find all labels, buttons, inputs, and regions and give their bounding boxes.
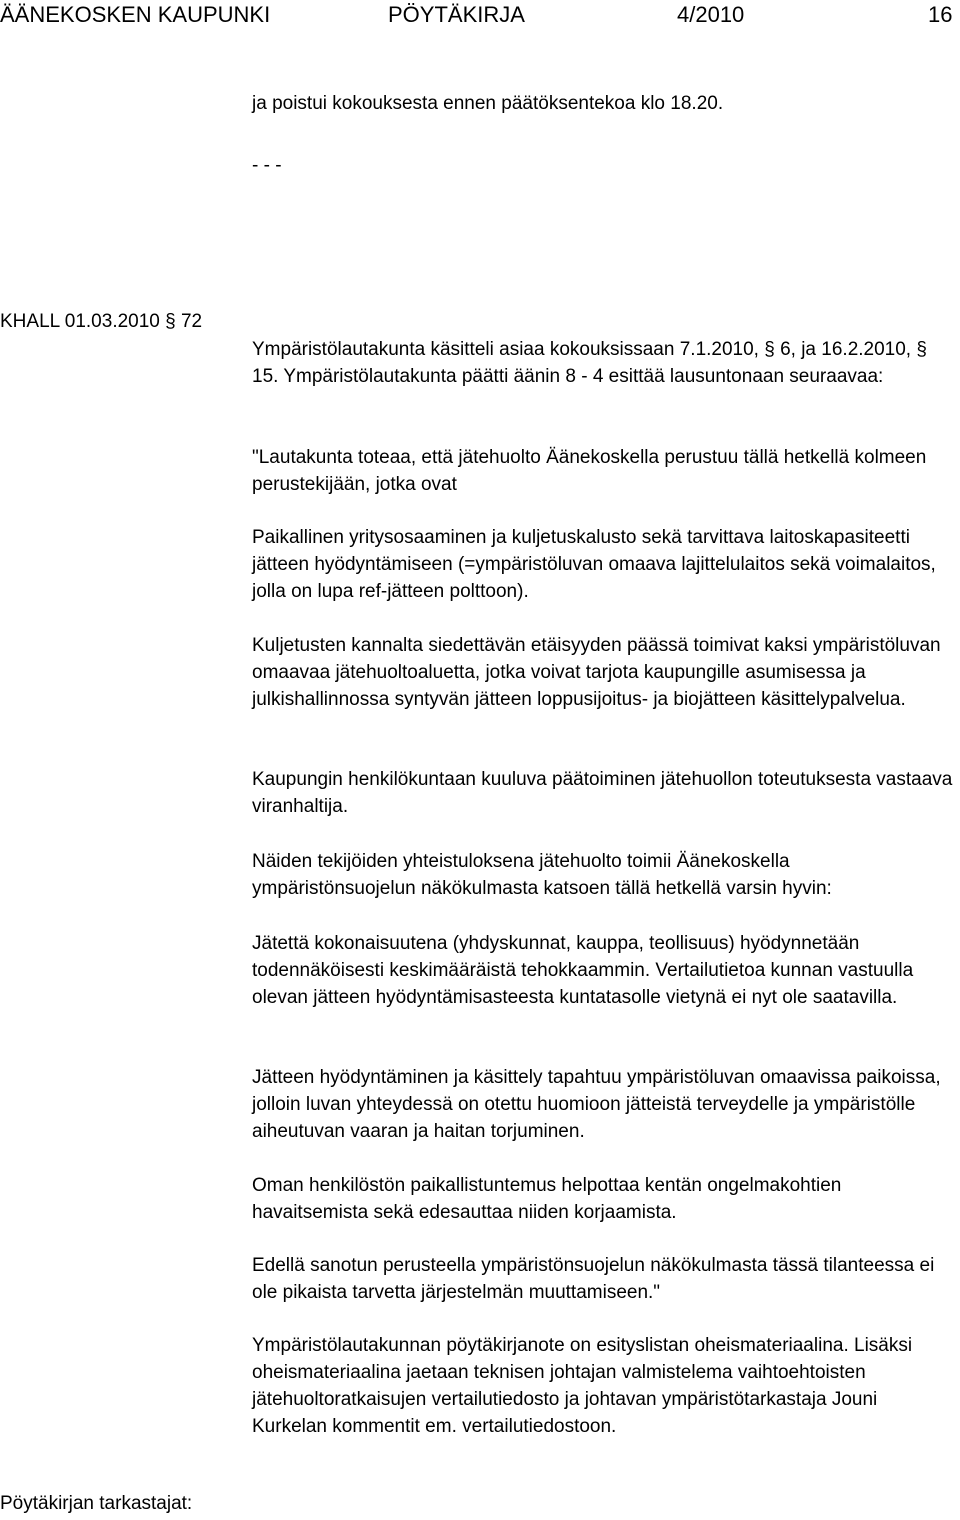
document-type: PÖYTÄKIRJA (388, 2, 525, 27)
paragraph-5: Kaupungin henkilökuntaan kuuluva päätoiminen jätehuollon toteutuksesta vastaava viranhaltija. (252, 769, 953, 817)
paragraph-3: Paikallinen yritysosaaminen ja kuljetuskalusto sekä tarvittava laitoskapasiteetti jätteen hyödyntämiseen (=ympäristöluvan omaava lajittelulaitos sekä voimalaitos, jolla on lupa ref-jätteen polttoon). (252, 527, 936, 602)
page-number: 16 (928, 2, 953, 27)
paragraph-2: "Lautakunta toteaa, että jätehuolto Äänekoskella perustuu tällä hetkellä kolmeen perustekijään, jotka ovat (252, 447, 927, 495)
paragraph-9: Oman henkilöstön paikallistuntemus helpottaa kentän ongelmakohtien havaitsemista sekä edesauttaa niiden korjaamista. (252, 1175, 842, 1223)
paragraph-8: Jätteen hyödyntäminen ja käsittely tapahtuu ympäristöluvan omaavissa paikoissa, jolloin luvan yhteydessä on otettu huomioon jätteistä terveydelle ja ympäristölle aiheutuvan vaaran ja haitan torjuminen. (252, 1067, 941, 1142)
separator: - - - (252, 155, 282, 176)
paragraph-4: Kuljetusten kannalta siedettävän etäisyyden päässä toimivat kaksi ympäristöluvan omaavaa jätehuoltoaluetta, jotka voivat tarjota kaupungille asumisessa ja julkishallinnossa syntyvän jätteen loppusijoitus- ja biojätteen käsittelypalvelua. (252, 635, 941, 710)
paragraph-11: Ympäristölautakunnan pöytäkirjanote on esityslistan oheismateriaalina. Lisäksi oheismateriaalina jaetaan teknisen johtajan valmistelema vaihtoehtoisten jätehuoltoratkaisujen vertailutiedosto ja johtavan ympäristötarkastaja Jouni Kurkelan kommentit em. vertailutiedostoon. (252, 1335, 913, 1437)
paragraph-6: Näiden tekijöiden yhteistuloksena jätehuolto toimii Äänekoskella ympäristönsuojelun näkökulmasta katsoen tällä hetkellä varsin hyvin: (252, 851, 832, 899)
intro-line: ja poistui kokouksesta ennen päätöksentekoa klo 18.20. (252, 93, 724, 114)
page-header (0, 2, 960, 32)
footer-label: Pöytäkirjan tarkastajat: (0, 1493, 193, 1514)
organization-name: ÄÄNEKOSKEN KAUPUNKI (0, 2, 271, 27)
paragraph-10: Edellä sanotun perusteella ympäristönsuojelun näkökulmasta tässä tilanteessa ei ole pikaista tarvetta järjestelmän muuttamiseen." (252, 1255, 935, 1303)
paragraph-1: Ympäristölautakunta käsitteli asiaa kokouksissaan 7.1.2010, § 6, ja 16.2.2010, § 15. Ympäristölautakunta päätti äänin 8 - 4 esittää lausuntonaan seuraavaa: (252, 339, 927, 387)
section-reference: KHALL 01.03.2010 § 72 (0, 311, 203, 332)
document-number: 4/2010 (677, 2, 745, 27)
paragraph-7: Jätettä kokonaisuutena (yhdyskunnat, kauppa, teollisuus) hyödynnetään todennäköisesti keskimääräistä tehokkaammin. Vertailutietoa kunnan vastuulla olevan jätteen hyödyntämisasteesta kuntatasolle vietynä ei nyt ole saatavilla. (252, 933, 914, 1008)
